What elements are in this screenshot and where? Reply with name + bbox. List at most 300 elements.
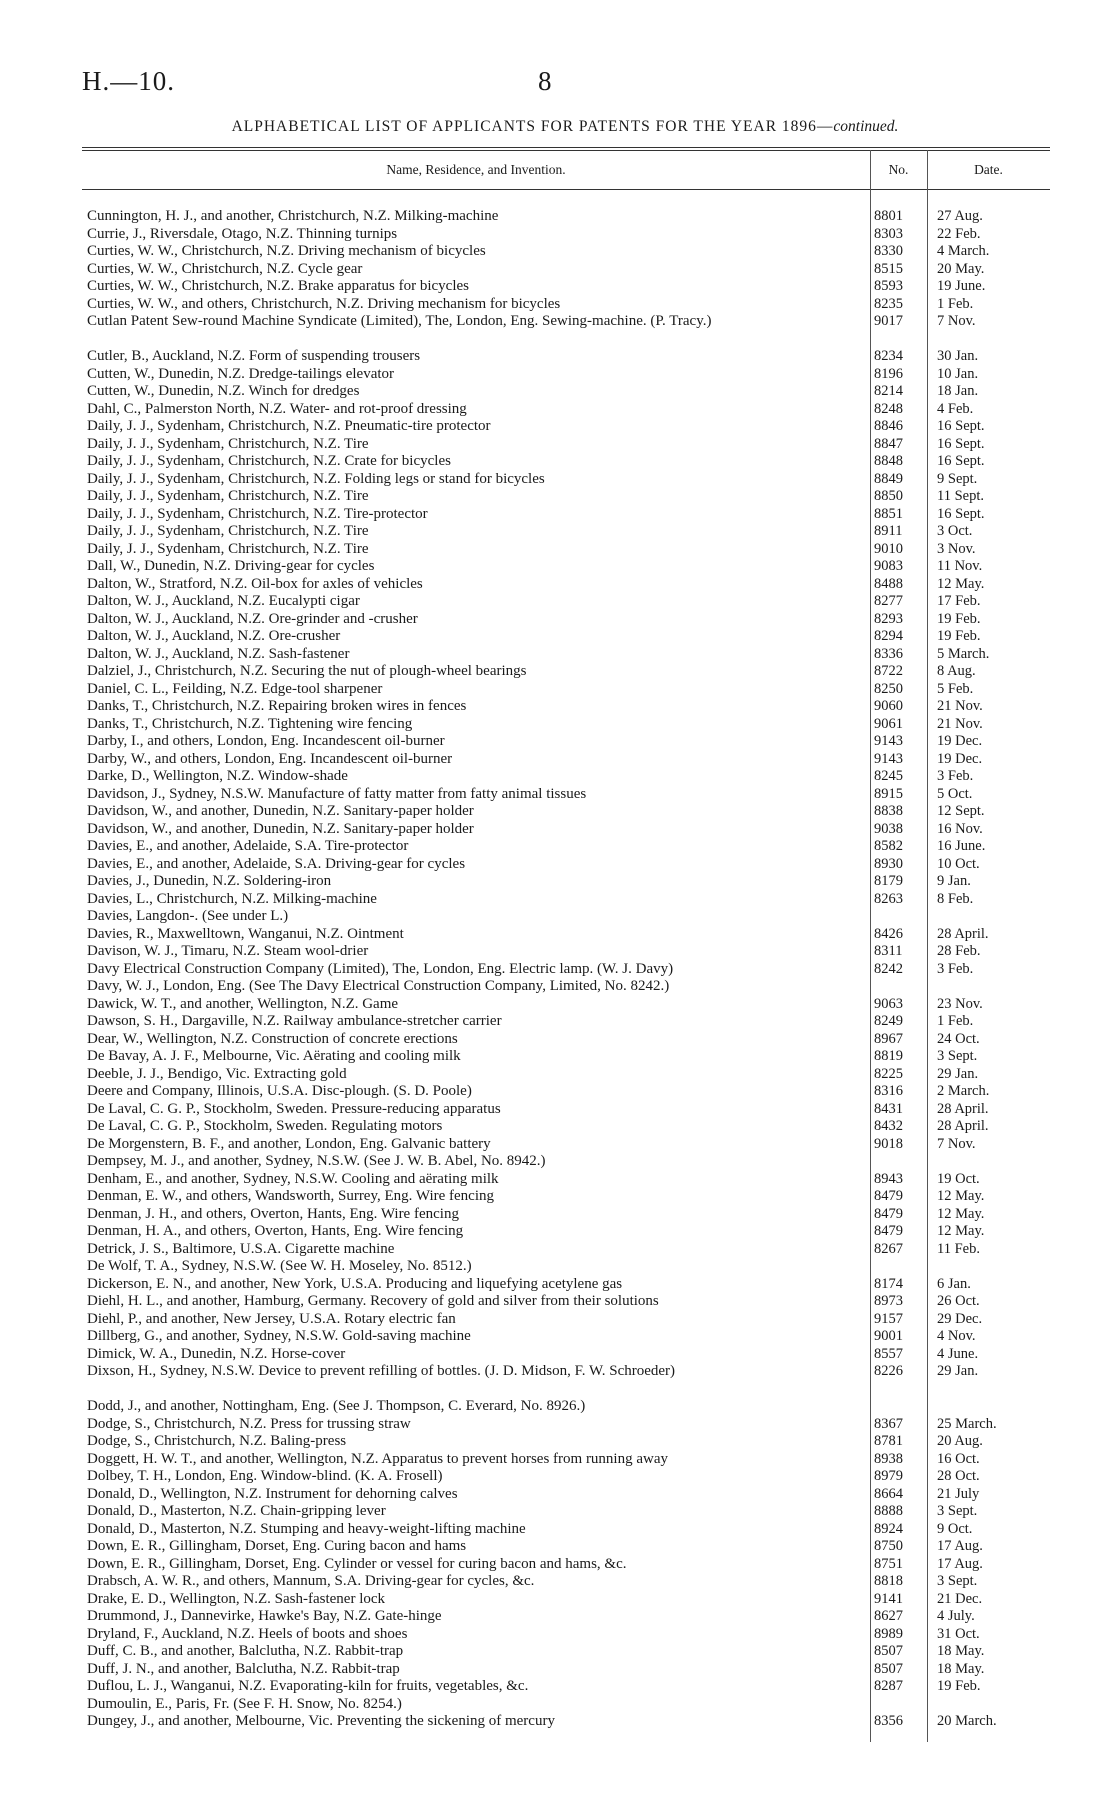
entry-number: 8367 — [874, 1415, 903, 1432]
entry-date: 19 Dec. — [937, 733, 983, 749]
entry-text: De Bavay, A. J. F., Melbourne, Vic. Aërating and cooling milk — [87, 1048, 461, 1064]
entry-date: 21 Nov. — [937, 715, 983, 732]
table-row — [0, 1171, 1114, 1189]
table-row — [0, 1433, 1114, 1451]
entry-number: 8781 — [874, 1433, 903, 1449]
entry-text: Dolbey, T. H., London, Eng. Window-blind. (K. A. Frosell) — [87, 1468, 443, 1484]
entry-text: Daily, J. J., Sydenham, Christchurch, N.Z. Tire — [87, 523, 369, 539]
entry-number: 8593 — [874, 278, 903, 294]
table-row — [0, 1223, 1114, 1241]
entry-number: 8888 — [874, 1503, 903, 1519]
entry-date: 21 July — [937, 1485, 980, 1502]
entry-number: 8235 — [874, 295, 903, 312]
entry-date: 9 Oct. — [937, 1520, 973, 1537]
entry-text: Dawick, W. T., and another, Wellington, N.Z. Game — [87, 995, 399, 1012]
entry-text: Davidson, W., and another, Dunedin, N.Z. Sanitary-paper holder — [87, 820, 474, 837]
entry-text: Drummond, J., Dannevirke, Hawke's Bay, N.Z. Gate-hinge — [87, 1608, 442, 1624]
entry-date: 19 Oct. — [937, 1170, 980, 1187]
table-row — [0, 1066, 1114, 1084]
entry-number: 8915 — [874, 785, 903, 802]
entry-date: 27 Aug. — [937, 208, 983, 224]
entry-text: Davy, W. J., London, Eng. (See The Davy Electrical Construction Company, Limited, No. 8242.) — [87, 978, 670, 994]
column-header-no: No. — [888, 162, 909, 177]
table-row — [0, 611, 1114, 629]
entry-text: Duff, C. B., and another, Balclutha, N.Z. Rabbit-trap — [87, 1643, 404, 1659]
entry-text: Daily, J. J., Sydenham, Christchurch, N.Z. Tire — [87, 435, 369, 452]
entry-number: 8989 — [874, 1625, 903, 1642]
entry-date: 11 Feb. — [937, 1240, 980, 1257]
entry-date: 28 Oct. — [937, 1468, 980, 1484]
entry-date: 31 Oct. — [937, 1625, 980, 1642]
entry-text: Doggett, H. W. T., and another, Wellington, N.Z. Apparatus to prevent horses from running away — [87, 1450, 669, 1467]
table-row — [0, 996, 1114, 1014]
entry-text: Dalton, W. J., Auckland, N.Z. Sash-fastener — [87, 645, 350, 662]
list-title — [80, 118, 1050, 136]
table-row — [0, 1626, 1114, 1644]
table-row — [0, 1346, 1114, 1364]
table-row — [0, 803, 1114, 821]
entry-date: 10 Jan. — [937, 365, 979, 382]
table-row — [0, 488, 1114, 506]
entry-text: Davies, L., Christchurch, N.Z. Milking-machine — [87, 890, 377, 907]
entry-text: Dodd, J., and another, Nottingham, Eng. (See J. Thompson, C. Everard, No. 8926.) — [87, 1398, 586, 1414]
entry-number: 8303 — [874, 225, 903, 242]
entry-date: 20 Aug. — [937, 1433, 983, 1449]
table-row — [0, 208, 1114, 226]
table-row — [0, 576, 1114, 594]
entry-text: Down, E. R., Gillingham, Dorset, Eng. Curing bacon and hams — [87, 1538, 467, 1554]
entry-text: Dawson, S. H., Dargaville, N.Z. Railway ambulance-stretcher carrier — [87, 1013, 502, 1029]
entry-date: 12 May. — [937, 575, 985, 592]
entry-number: 8818 — [874, 1573, 903, 1589]
entry-date: 4 Feb. — [937, 400, 974, 417]
table-row — [0, 261, 1114, 279]
entry-text: Davy Electrical Construction Company (Limited), The, London, Eng. Electric lamp. (W. J. Davy) — [87, 960, 674, 977]
table-row — [0, 908, 1114, 926]
page-number: 8 — [538, 66, 552, 96]
table-row — [0, 768, 1114, 786]
table-row — [0, 1153, 1114, 1171]
column-header-name: Name, Residence, and Invention. — [386, 162, 566, 177]
entry-date: 4 Nov. — [937, 1328, 976, 1344]
table-row — [0, 1696, 1114, 1714]
entry-text: Diehl, P., and another, New Jersey, U.S.A. Rotary electric fan — [87, 1310, 456, 1327]
table-row — [0, 628, 1114, 646]
entry-number: 9063 — [874, 995, 903, 1012]
entry-date: 19 Dec. — [937, 750, 983, 767]
entry-text: Denman, J. H., and others, Overton, Hants, Eng. Wire fencing — [87, 1205, 459, 1222]
entry-number: 8311 — [874, 943, 903, 959]
entry-number: 8277 — [874, 593, 903, 609]
entry-text: Drabsch, A. W. R., and others, Mannum, S.A. Driving-gear for cycles, &c. — [87, 1573, 535, 1589]
entry-date: 8 Feb. — [937, 890, 974, 907]
entry-text: Denman, E. W., and others, Wandsworth, Surrey, Eng. Wire fencing — [87, 1188, 494, 1204]
entry-date: 18 Jan. — [937, 383, 979, 399]
entry-text: Deeble, J. J., Bendigo, Vic. Extracting gold — [87, 1065, 347, 1082]
entry-date: 21 Dec. — [937, 1590, 983, 1607]
entry-number: 8226 — [874, 1363, 903, 1379]
entry-date: 16 Oct. — [937, 1450, 980, 1467]
entry-date: 24 Oct. — [937, 1030, 980, 1047]
top-rule — [82, 147, 1050, 148]
table-row — [0, 243, 1114, 261]
entry-number: 8943 — [874, 1170, 903, 1187]
table-row — [0, 593, 1114, 611]
table-row — [0, 891, 1114, 909]
entry-number: 8838 — [874, 803, 903, 819]
entry-number: 8850 — [874, 488, 903, 504]
table-row — [0, 418, 1114, 436]
table-row — [0, 1678, 1114, 1696]
entry-date: 28 April. — [937, 1118, 989, 1134]
entry-date: 16 Sept. — [937, 435, 985, 452]
entry-date: 3 Feb. — [937, 768, 974, 784]
entry-number: 8179 — [874, 873, 903, 889]
entry-number: 8848 — [874, 453, 903, 469]
entry-text: Donald, D., Masterton, N.Z. Chain-gripping lever — [87, 1503, 386, 1519]
entry-text: Cutten, W., Dunedin, N.Z. Dredge-tailings elevator — [87, 365, 395, 382]
table-row — [0, 471, 1114, 489]
entry-number: 8750 — [874, 1538, 903, 1554]
entry-date: 29 Jan. — [937, 1363, 979, 1379]
table-row — [0, 926, 1114, 944]
entry-number: 8196 — [874, 365, 903, 382]
entry-text: Davies, R., Maxwelltown, Wanganui, N.Z. Ointment — [87, 925, 404, 942]
entry-number: 8249 — [874, 1013, 903, 1029]
table-row — [0, 383, 1114, 401]
entry-text: De Wolf, T. A., Sydney, N.S.W. (See W. H. Moseley, No. 8512.) — [87, 1258, 472, 1274]
entry-number: 8330 — [874, 243, 903, 259]
entry-text: Diehl, H. L., and another, Hamburg, Germany. Recovery of gold and silver from their solutions — [87, 1293, 659, 1309]
table-row — [0, 278, 1114, 296]
table-row — [0, 1241, 1114, 1259]
table-row — [0, 453, 1114, 471]
entry-text: Dalton, W., Stratford, N.Z. Oil-box for axles of vehicles — [87, 575, 423, 592]
entry-number: 8924 — [874, 1520, 903, 1537]
entry-date: 9 Jan. — [937, 873, 971, 889]
entry-number: 8267 — [874, 1240, 903, 1257]
table-row — [0, 1276, 1114, 1294]
entry-number: 8515 — [874, 260, 903, 277]
entry-date: 16 Sept. — [937, 505, 985, 522]
entry-date: 12 Sept. — [937, 803, 985, 819]
entry-text: Donald, D., Masterton, N.Z. Stumping and heavy-weight-lifting machine — [87, 1520, 526, 1537]
table-row — [0, 1206, 1114, 1224]
table-row — [0, 733, 1114, 751]
entry-number: 8479 — [874, 1188, 903, 1204]
entry-date: 7 Nov. — [937, 1135, 976, 1152]
table-row — [0, 1101, 1114, 1119]
table-row — [0, 1451, 1114, 1469]
entry-date: 20 May. — [937, 260, 985, 277]
entry-text: Davies, Langdon-. (See under L.) — [87, 908, 289, 924]
entry-number: 8294 — [874, 628, 903, 644]
entry-number: 8849 — [874, 470, 903, 487]
entry-text: De Morgenstern, B. F., and another, London, Eng. Galvanic battery — [87, 1135, 491, 1152]
entry-date: 3 Oct. — [937, 523, 973, 539]
entry-number: 9060 — [874, 698, 903, 714]
entry-date: 9 Sept. — [937, 470, 978, 487]
entry-date: 19 Feb. — [937, 610, 981, 627]
table-row — [0, 786, 1114, 804]
entry-number: 8557 — [874, 1345, 903, 1362]
entry-date: 4 July. — [937, 1608, 975, 1624]
table-row — [0, 1328, 1114, 1346]
table-row — [0, 366, 1114, 384]
entry-text: De Laval, C. G. P., Stockholm, Sweden. Pressure-reducing apparatus — [87, 1100, 501, 1117]
entry-number: 9038 — [874, 820, 903, 837]
entry-text: Daily, J. J., Sydenham, Christchurch, N.Z. Folding legs or stand for bicycles — [87, 470, 545, 487]
entry-text: Daniel, C. L., Feilding, N.Z. Edge-tool sharpener — [87, 680, 383, 697]
entry-date: 11 Sept. — [937, 488, 984, 504]
entry-date: 29 Dec. — [937, 1310, 983, 1327]
entry-date: 25 March. — [937, 1415, 997, 1432]
table-row — [0, 856, 1114, 874]
entry-number: 8507 — [874, 1643, 903, 1659]
table-row — [0, 296, 1114, 314]
entry-number: 9157 — [874, 1310, 903, 1327]
entry-date: 17 Feb. — [937, 593, 981, 609]
entry-date: 5 Feb. — [937, 680, 974, 697]
entry-text: Daily, J. J., Sydenham, Christchurch, N.Z. Tire — [87, 540, 369, 557]
entry-date: 22 Feb. — [937, 225, 981, 242]
entry-text: Dalziel, J., Christchurch, N.Z. Securing the nut of plough-wheel bearings — [87, 663, 527, 679]
entry-date: 17 Aug. — [937, 1538, 983, 1554]
entry-text: Dodge, S., Christchurch, N.Z. Press for trussing straw — [87, 1415, 411, 1432]
entry-number: 8356 — [874, 1713, 903, 1729]
table-row — [0, 1661, 1114, 1679]
applicant-list — [0, 208, 1114, 1731]
entry-number: 8316 — [874, 1083, 903, 1099]
table-row — [0, 1556, 1114, 1574]
entry-number: 9083 — [874, 558, 903, 574]
entry-date: 20 March. — [937, 1713, 997, 1729]
table-row — [0, 698, 1114, 716]
entry-text: Dear, W., Wellington, N.Z. Construction of concrete erections — [87, 1030, 458, 1047]
entry-text: Curties, W. W., Christchurch, N.Z. Driving mechanism of bicycles — [87, 243, 486, 259]
entry-text: Cutler, B., Auckland, N.Z. Form of suspending trousers — [87, 348, 421, 364]
table-row — [0, 681, 1114, 699]
entry-text: Down, E. R., Gillingham, Dorset, Eng. Cylinder or vessel for curing bacon and hams, &c. — [87, 1555, 627, 1572]
table-row — [0, 663, 1114, 681]
entry-date: 4 March. — [937, 243, 990, 259]
table-row — [0, 1643, 1114, 1661]
entry-date: 2 March. — [937, 1083, 990, 1099]
entry-date: 5 Oct. — [937, 785, 973, 802]
entry-date: 8 Aug. — [937, 663, 976, 679]
table-row — [0, 1538, 1114, 1556]
entry-number: 9010 — [874, 540, 903, 557]
page-code: H.—10. — [82, 66, 175, 96]
table-row — [0, 838, 1114, 856]
entry-number: 8722 — [874, 663, 903, 679]
entry-number: 8479 — [874, 1205, 903, 1222]
entry-text: Dillberg, G., and another, Sydney, N.S.W. Gold-saving machine — [87, 1328, 471, 1344]
table-row — [0, 348, 1114, 366]
entry-text: Darke, D., Wellington, N.Z. Window-shade — [87, 768, 348, 784]
entry-date: 12 May. — [937, 1188, 985, 1204]
entry-date: 19 Feb. — [937, 1678, 981, 1694]
entry-text: Dodge, S., Christchurch, N.Z. Baling-press — [87, 1433, 347, 1449]
entry-date: 16 Sept. — [937, 453, 985, 469]
entry-text: Donald, D., Wellington, N.Z. Instrument for dehorning calves — [87, 1485, 458, 1502]
entry-text: Daily, J. J., Sydenham, Christchurch, N.Z. Pneumatic-tire protector — [87, 418, 491, 434]
entry-number: 8846 — [874, 418, 903, 434]
entry-number: 8293 — [874, 610, 903, 627]
entry-date: 3 Nov. — [937, 540, 976, 557]
table-row — [0, 1468, 1114, 1486]
title-suffix: continued. — [833, 118, 899, 135]
entry-number: 8250 — [874, 680, 903, 697]
entry-text: Dalton, W. J., Auckland, N.Z. Ore-crusher — [87, 628, 341, 644]
entry-number: 8245 — [874, 768, 903, 784]
entry-number: 8214 — [874, 383, 903, 399]
entry-text: Danks, T., Christchurch, N.Z. Tightening wire fencing — [87, 715, 413, 732]
entry-text: Detrick, J. S., Baltimore, U.S.A. Cigarette machine — [87, 1240, 395, 1257]
entry-date: 18 May. — [937, 1660, 985, 1677]
entry-text: Cutten, W., Dunedin, N.Z. Winch for dredges — [87, 383, 360, 399]
entry-date: 26 Oct. — [937, 1293, 980, 1309]
entry-text: Davies, E., and another, Adelaide, S.A. Driving-gear for cycles — [87, 855, 466, 872]
entry-date: 29 Jan. — [937, 1065, 979, 1082]
entry-date: 12 May. — [937, 1223, 985, 1239]
entry-date: 30 Jan. — [937, 348, 979, 364]
entry-text: Dungey, J., and another, Melbourne, Vic. Preventing the sickening of mercury — [87, 1713, 555, 1729]
entry-text: Denham, E., and another, Sydney, N.S.W. Cooling and aërating milk — [87, 1170, 499, 1187]
entry-date: 1 Feb. — [937, 295, 974, 312]
entry-number: 8242 — [874, 960, 903, 977]
entry-date: 18 May. — [937, 1643, 985, 1659]
entry-text: Dempsey, M. J., and another, Sydney, N.S.W. (See J. W. B. Abel, No. 8942.) — [87, 1153, 546, 1169]
table-row — [0, 1188, 1114, 1206]
entry-date: 12 May. — [937, 1205, 985, 1222]
entry-date: 5 March. — [937, 645, 990, 662]
table-row — [0, 978, 1114, 996]
entry-text: Darby, W., and others, London, Eng. Incandescent oil-burner — [87, 750, 453, 767]
table-row — [0, 1486, 1114, 1504]
entry-number: 8488 — [874, 575, 903, 592]
entry-number: 8263 — [874, 890, 903, 907]
table-row — [0, 436, 1114, 454]
entry-number: 9017 — [874, 313, 903, 329]
entry-number: 8582 — [874, 838, 903, 854]
table-row — [0, 1608, 1114, 1626]
entry-text: Deere and Company, Illinois, U.S.A. Disc-plough. (S. D. Poole) — [87, 1083, 472, 1099]
entry-date: 21 Nov. — [937, 698, 983, 714]
entry-text: Darby, I., and others, London, Eng. Incandescent oil-burner — [87, 733, 445, 749]
entry-date: 23 Nov. — [937, 995, 983, 1012]
entry-date: 19 Feb. — [937, 628, 981, 644]
entry-number: 8851 — [874, 505, 903, 522]
entry-number: 8847 — [874, 435, 903, 452]
entry-text: Drake, E. D., Wellington, N.Z. Sash-fastener lock — [87, 1590, 386, 1607]
entry-date: 1 Feb. — [937, 1013, 974, 1029]
entry-text: Davies, E., and another, Adelaide, S.A. Tire-protector — [87, 838, 409, 854]
entry-text: Dalton, W. J., Auckland, N.Z. Ore-grinder and -crusher — [87, 610, 418, 627]
table-row — [0, 1713, 1114, 1731]
table-row — [0, 873, 1114, 891]
table-row — [0, 313, 1114, 348]
entry-date: 28 April. — [937, 925, 989, 942]
entry-number: 9143 — [874, 733, 903, 749]
table-row — [0, 1013, 1114, 1031]
entry-date: 3 Sept. — [937, 1048, 978, 1064]
table-row — [0, 1118, 1114, 1136]
entry-number: 8967 — [874, 1030, 903, 1047]
entry-date: 16 June. — [937, 838, 986, 854]
entry-text: Daily, J. J., Sydenham, Christchurch, N.Z. Crate for bicycles — [87, 453, 451, 469]
table-row — [0, 943, 1114, 961]
entry-text: Dixson, H., Sydney, N.S.W. Device to prevent refilling of bottles. (J. D. Midson, F. W. Schroeder) — [87, 1363, 676, 1379]
entry-date: 17 Aug. — [937, 1555, 983, 1572]
entry-date: 16 Nov. — [937, 820, 983, 837]
entry-text: Dumoulin, E., Paris, Fr. (See F. H. Snow, No. 8254.) — [87, 1695, 402, 1712]
table-row — [0, 646, 1114, 664]
entry-text: Curties, W. W., Christchurch, N.Z. Brake apparatus for bicycles — [87, 278, 470, 294]
entry-text: Duflou, L. J., Wanganui, N.Z. Evaporating-kiln for fruits, vegetables, &c. — [87, 1678, 529, 1694]
entry-text: Curties, W. W., Christchurch, N.Z. Cycle gear — [87, 260, 363, 277]
table-row — [0, 1136, 1114, 1154]
entry-text: Currie, J., Riversdale, Otago, N.Z. Thinning turnips — [87, 225, 398, 242]
entry-text: Davison, W. J., Timaru, N.Z. Steam wool-drier — [87, 943, 369, 959]
entry-text: Curties, W. W., and others, Christchurch, N.Z. Driving mechanism for bicycles — [87, 295, 561, 312]
entry-number: 8938 — [874, 1450, 903, 1467]
entry-number: 8431 — [874, 1100, 903, 1117]
table-row — [0, 523, 1114, 541]
entry-date: 6 Jan. — [937, 1275, 971, 1292]
entry-text: Dalton, W. J., Auckland, N.Z. Eucalypti cigar — [87, 593, 360, 609]
table-row — [0, 1293, 1114, 1311]
entry-date: 28 April. — [937, 1100, 989, 1117]
entry-text: De Laval, C. G. P., Stockholm, Sweden. Regulating motors — [87, 1118, 443, 1134]
entry-number: 8627 — [874, 1608, 903, 1624]
entry-date: 3 Feb. — [937, 960, 974, 977]
entry-text: Denman, H. A., and others, Overton, Hants, Eng. Wire fencing — [87, 1223, 464, 1239]
entry-number: 8432 — [874, 1118, 903, 1134]
entry-date: 19 June. — [937, 278, 986, 294]
table-row — [0, 751, 1114, 769]
entry-text: Daily, J. J., Sydenham, Christchurch, N.Z. Tire-protector — [87, 505, 428, 522]
entry-number: 8479 — [874, 1223, 903, 1239]
entry-number: 8234 — [874, 348, 903, 364]
entry-number: 8979 — [874, 1468, 903, 1484]
table-row — [0, 1416, 1114, 1434]
table-row — [0, 821, 1114, 839]
table-row — [0, 1398, 1114, 1416]
entry-text: Davidson, J., Sydney, N.S.W. Manufacture of fatty matter from fatty animal tissues — [87, 785, 587, 802]
column-header-date: Date. — [974, 162, 1003, 177]
table-row — [0, 541, 1114, 559]
entry-number: 8336 — [874, 645, 903, 662]
entry-number: 8973 — [874, 1293, 903, 1309]
table-row — [0, 558, 1114, 576]
entry-text: Duff, J. N., and another, Balclutha, N.Z. Rabbit-trap — [87, 1660, 400, 1677]
table-row — [0, 1048, 1114, 1066]
entry-number: 8507 — [874, 1660, 903, 1677]
table-row — [0, 226, 1114, 244]
entry-number: 9061 — [874, 715, 903, 732]
table-row — [0, 716, 1114, 734]
entry-text: Davidson, W., and another, Dunedin, N.Z. Sanitary-paper holder — [87, 803, 474, 819]
table-row — [0, 1363, 1114, 1398]
entry-date: 7 Nov. — [937, 313, 976, 329]
entry-date: 3 Sept. — [937, 1503, 978, 1519]
entry-text: Daily, J. J., Sydenham, Christchurch, N.Z. Tire — [87, 488, 369, 504]
entry-number: 8819 — [874, 1048, 903, 1064]
entry-date: 11 Nov. — [937, 558, 983, 574]
table-row — [0, 1083, 1114, 1101]
entry-number: 8225 — [874, 1065, 903, 1082]
